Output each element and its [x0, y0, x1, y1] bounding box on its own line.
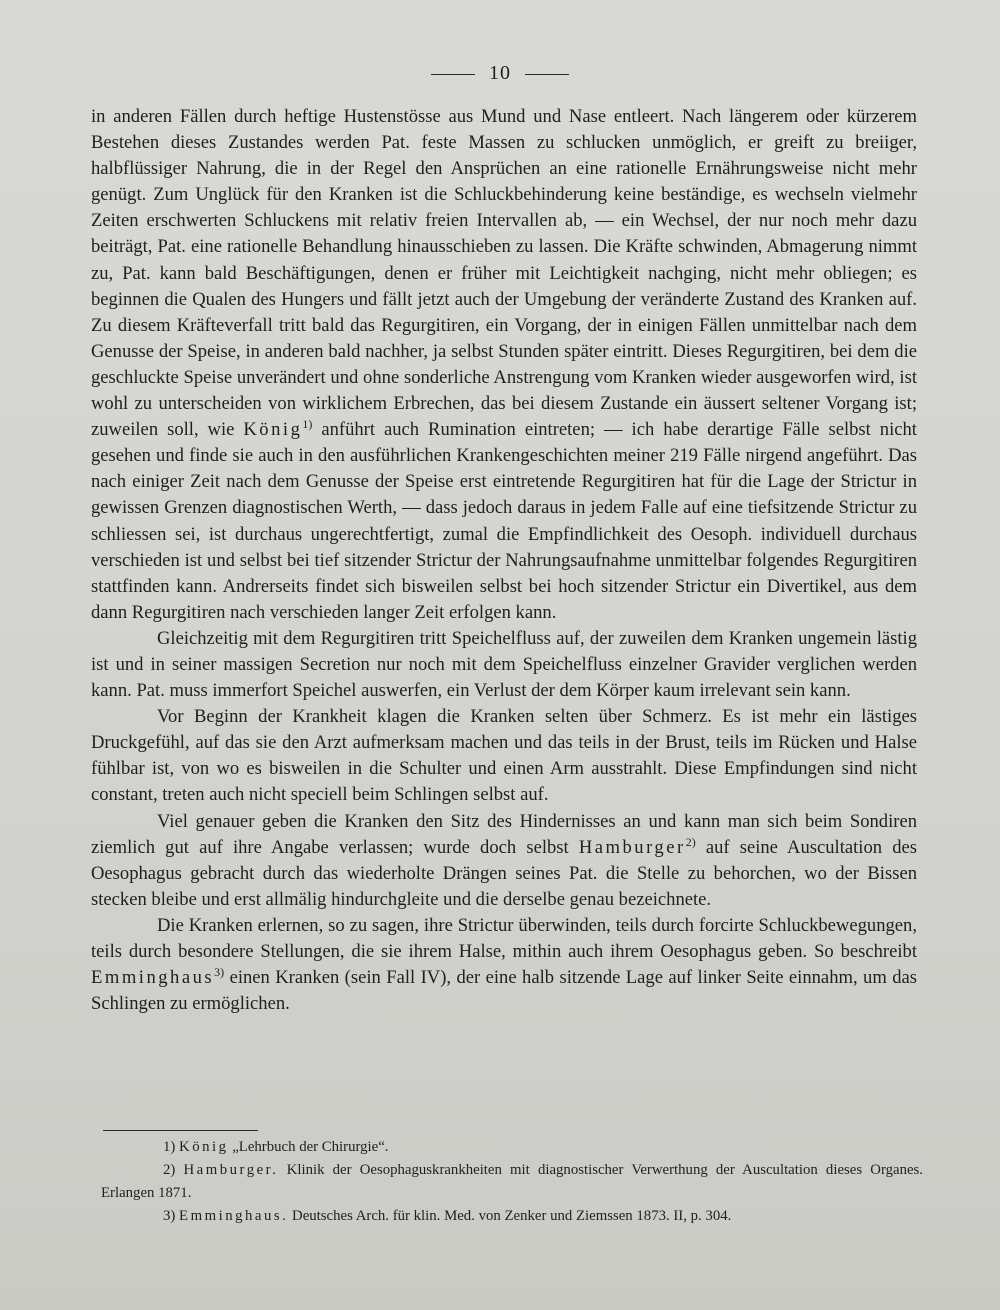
footnote-3-text: Deutsches Arch. für klin. Med. von Zenker und Ziemssen 1873. II, p. 304.	[292, 1208, 732, 1224]
footnote-2-number: 2)	[163, 1162, 176, 1178]
page-number: 10	[489, 62, 511, 84]
right-dash-divider	[525, 74, 569, 75]
footnote-2-text: Klinik der Oesophaguskrankheiten mit diagnostischer Verwerthung der Auscultation dieses Organes. Erlangen 1871.	[101, 1162, 923, 1201]
page-number-header	[0, 62, 1000, 85]
footnote-ref-1: 1)	[302, 416, 313, 431]
body-text	[91, 104, 917, 1017]
paragraph-4-text: Viel genauer geben die Kranken den Sitz des Hindernisses an und kann man sich beim Sondiren ziemlich gut auf ihre Angabe verlassen; wurde doch selbst	[91, 810, 917, 858]
footnote-ref-2: 2)	[685, 834, 696, 849]
paragraph-1	[91, 104, 917, 626]
footnote-3	[101, 1205, 923, 1228]
footnote-1	[101, 1136, 923, 1159]
paragraph-4	[91, 809, 917, 913]
footnote-1-number: 1)	[163, 1139, 176, 1155]
author-hamburger: Hamburger	[578, 836, 686, 858]
footnote-ref-3: 3)	[214, 964, 225, 979]
footnote-separator	[103, 1130, 258, 1131]
paragraph-3: Vor Beginn der Krankheit klagen die Kranken selten über Schmerz. Es ist mehr ein lästiges Druckgefühl, auf das sie den Arzt aufmerksam machen und das teils in der Brust, teils im Rücken und Halse fühlbar ist, von wo es bisweilen in die Schulter und einen Arm ausstrahlt. Diese Empfindungen sind nicht constant, treten auch nicht speciell beim Schlingen selbst auf.	[91, 706, 917, 806]
author-koenig: König	[243, 419, 303, 441]
paragraph-2: Gleichzeitig mit dem Regurgitiren tritt Speichelfluss auf, der zuweilen dem Kranken ungemein lästig ist und in seiner massigen Secretion nur noch mit dem Speichelfluss einzelner Gravider verglichen werden kann. Pat. muss immerfort Speichel auswerfen, ein Verlust der dem Körper kaum irrelevant sein kann.	[91, 627, 917, 702]
paragraph-5-continuation: einen Kranken (sein Fall IV), der eine halb sitzende Lage auf linker Seite einnahm, um das Schlingen zu ermöglichen.	[91, 967, 917, 1015]
paragraph-4-continuation: auf seine Auscultation des Oesophagus gebracht durch das wiederholte Drängen seines Pat. die Stelle zu behorchen, wo der Bissen stecken bleibe und erst allmälig hindurchgleite und die derselbe genau bezeichnete.	[91, 836, 918, 910]
footnote-2	[101, 1159, 923, 1205]
footnote-2-author: Hamburger.	[183, 1162, 279, 1178]
paragraph-5-text: Die Kranken erlernen, so zu sagen, ihre Strictur überwinden, teils durch forcirte Schluckbewegungen, teils durch besondere Stellungen, die sie ihrem Halse, mithin auch ihrem Oesophagus geben. So beschreibt	[91, 914, 917, 962]
left-dash-divider	[431, 74, 475, 75]
paragraph-5	[91, 913, 917, 1017]
author-emminghaus: Emminghaus	[91, 967, 215, 989]
paragraph-1-text: in anderen Fällen durch heftige Hustenstösse aus Mund und Nase entleert. Nach längerem oder kürzerem Bestehen dieses Zustandes werden Pat. feste Massen zu schlucken unmöglich, er greift zu breiiger, halbflüssiger Nahrung, die in der Regel den Ansprüchen an eine rationelle Ernährungsweise nicht mehr genügt. Zum Unglück für den Kranken ist die Schluckbehinderung keine beständige, es wechseln vielmehr Zeiten erschwerten Schluckens mit relativ freien Intervallen ab, — ein Wechsel, der nur noch mehr dazu beiträgt, Pat. eine rationelle Behandlung hinausschieben zu lassen. Die Kräfte schwinden, Abmagerung nimmt zu, Pat. kann bald Beschäftigungen, denen er früher mit Leichtigkeit nachging, nicht mehr obliegen; es beginnen die Qualen des Hungers und fällt jetzt auch der Umgebung der veränderte Zustand des Kranken auf. Zu diesem Kräfteverfall tritt bald das Regurgitiren, ein Vorgang, der in einigen Fällen unmittelbar nach dem Genusse der Speise, in anderen bald nachher, ja selbst Stunden später eintritt. Dieses Regurgitiren, bei dem die geschluckte Speise unverändert und ohne sonderliche Anstrengung vom Kranken wieder ausgeworfen wird, ist wohl zu unterscheiden von wirklichem Erbrechen, das bei diesem Zustande ein äussert seltener Vorgang ist; zuweilen soll, wie	[91, 106, 917, 441]
footnotes	[101, 1136, 923, 1228]
footnote-1-author: König	[179, 1139, 229, 1155]
footnote-3-author: Emminghaus.	[179, 1208, 289, 1224]
paragraph-1-continuation: anführt auch Rumination eintreten; — ich habe derartige Fälle selbst nicht gesehen und finde sie auch in den ausführlichen Krankengeschichten meiner 219 Fälle nirgend angeführt. Das nach einiger Zeit nach dem Genusse der Speise erst eintretende Regurgitiren hat für die Lage der Strictur in gewissen Grenzen diagnostischen Werth, — dass jedoch daraus in jedem Falle auf eine tiefsitzende Strictur zu schliessen sei, ist durchaus ungerechtfertigt, zumal die Empfindlichkeit des Oesoph. individuell durchaus verschieden ist und selbst bei tief sitzender Strictur der Nahrungsaufnahme unmittelbar folgendes Regurgitiren stattfinden kann. Andrerseits findet sich bisweilen selbst bei hoch sitzender Strictur ein Divertikel, aus dem dann Regurgitiren nach verschieden langer Zeit erfolgen kann.	[91, 419, 917, 623]
footnote-3-number: 3)	[163, 1208, 176, 1224]
footnote-1-text: „Lehrbuch der Chirurgie“.	[232, 1139, 389, 1155]
